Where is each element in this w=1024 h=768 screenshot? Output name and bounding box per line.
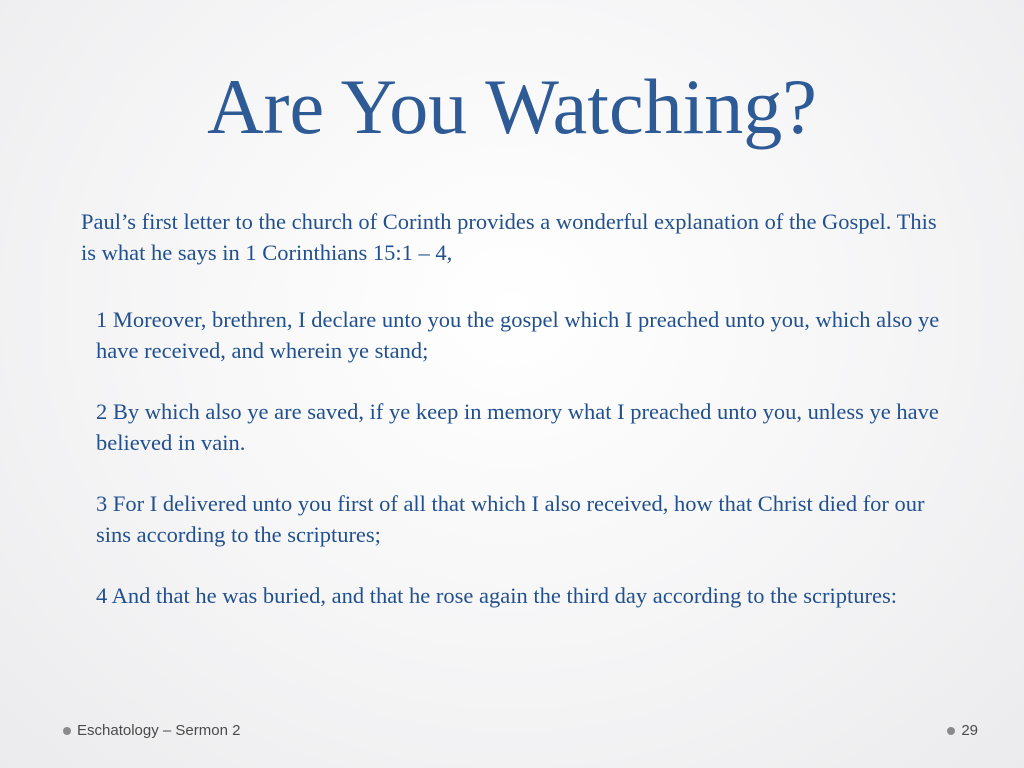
verse-4: 4 And that he was buried, and that he rose again the third day according to the scriptures: <box>96 583 898 608</box>
verse-3: 3 For I delivered unto you first of all that which I also received, how that Christ died for our sins according to the scriptures; <box>96 491 925 547</box>
verse-list <box>96 304 956 641</box>
slide-number <box>947 722 978 739</box>
verse-1: 1 Moreover, brethren, I declare unto you the gospel which I preached unto you, which also ye have received, and wherein ye stand; <box>96 307 940 363</box>
intro-paragraph: Paul’s first letter to the church of Corinth provides a wonderful explanation of the Gospel. This is what he says in 1 Corinthians 15:1 – 4, <box>81 209 937 265</box>
footer-text: Eschatology – Sermon 2 <box>77 722 241 739</box>
bullet-dot-icon <box>63 727 71 735</box>
footer-label <box>63 722 240 739</box>
slide-title: Are You Watching? <box>207 63 817 150</box>
verse-2: 2 By which also ye are saved, if ye keep in memory what I preached unto you, unless ye have believed in vain. <box>96 399 939 455</box>
page-number: 29 <box>961 722 978 739</box>
bullet-dot-icon <box>947 727 955 735</box>
